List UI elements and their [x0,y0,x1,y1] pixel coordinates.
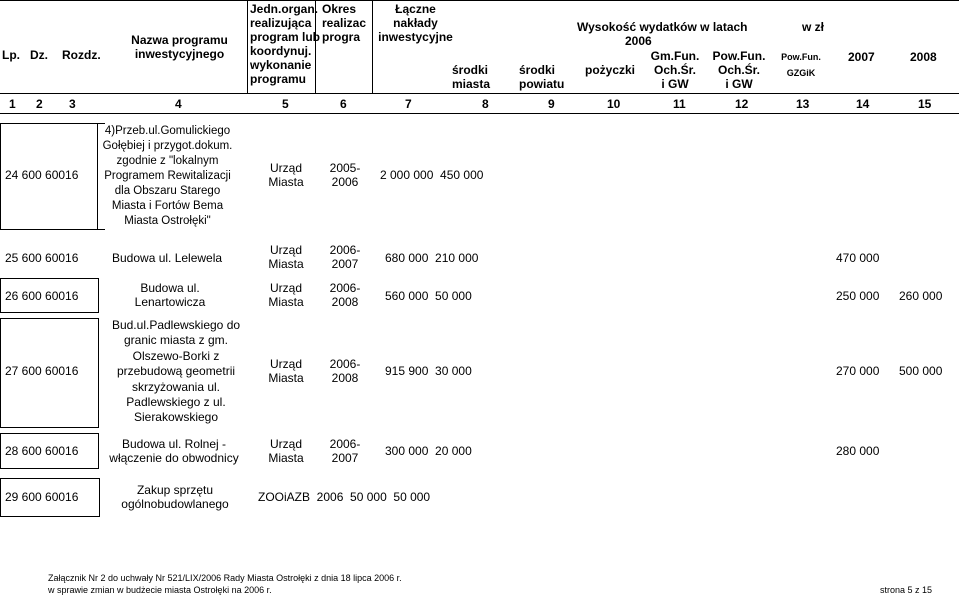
footer-line-1: Załącznik Nr 2 do uchwały Nr 521/LIX/2006 Rady Miasta Ostrołęki z dnia 18 lipca 2006 r. [48,573,402,583]
col-number: 13 [796,97,810,111]
row-border [98,318,99,428]
row-border [0,433,1,469]
col-number: 6 [340,97,347,111]
row-id: 25 600 60016 [5,251,79,265]
header-bottom-line [0,113,959,114]
row-unit: Urząd Miasta [268,437,304,465]
row-id: 29 600 60016 [5,490,79,504]
row-2007: 470 000 [836,251,880,265]
row-name: Budowa ul. Lelewela [112,251,223,265]
row-amounts: 560 000 50 000 [385,289,472,303]
header-srodki-powiatu: środki powiatu [519,63,565,91]
row-unit: ZOOiAZB 2006 50 000 50 000 [258,490,431,504]
header-wzl: w zł [802,20,825,34]
row-name: Zakup sprzętu ogólnobudowlanego [121,483,229,511]
col-number: 8 [482,97,489,111]
row-name: Budowa ul. Rolnej - włączenie do obwodnicy [109,437,239,465]
header-gzgik: Pow.Fun. GZGiK [781,52,821,78]
row-id: 27 600 60016 [5,364,79,378]
row-2008: 260 000 [899,289,943,303]
col-number: 14 [856,97,870,111]
col-number: 10 [607,97,621,111]
footer-page: strona 5 z 15 [880,585,933,595]
header-lp: Lp. [2,48,20,62]
row-name: Bud.ul.Padlewskiego do granic miasta z gm. Olszewo-Borki z przebudową geometrii skrzyżowania ul. Padlewskiego z ul. Sierakowskiego [111,318,241,425]
row-border [97,123,98,230]
row-unit: Urząd Miasta [268,357,304,385]
row-2008: 500 000 [899,364,943,378]
row-amounts: 680 000 210 000 [385,251,479,265]
header-year-2007: 2007 [848,50,875,64]
row-2007: 250 000 [836,289,880,303]
row-border [0,478,1,517]
col-number: 12 [735,97,749,111]
header-okres: Okres realizac progra [322,2,367,44]
row-id: 26 600 60016 [5,289,79,303]
row-unit: Urząd Miasta [268,161,304,189]
row-unit: Urząd Miasta [268,243,304,271]
row-period: 2006- 2008 [329,357,361,385]
header-nazwa: Nazwa programu inwestycyjnego [131,33,228,61]
header-pow-fun: Pow.Fun. Och.Śr. i GW [712,49,766,91]
col-number: 15 [918,97,932,111]
header-laczne: Łączne nakłady inwestycyjne [378,2,453,44]
footer-line-2: w sprawie zmian w budżecie miasta Ostrołęki na 2006 r. [48,585,272,595]
row-name: 4)Przeb.ul.Gomulickiego Gołębiej i przygot.dokum. zgodnie z "lokalnym Programem Rewitalizacji dla Obszaru Starego Miasta i Fortów Bema Miasta Ostrołęki" [102,125,233,227]
row-border [0,278,99,279]
row-border [98,433,99,469]
header-top-line [0,0,959,1]
row-border [0,318,99,319]
row-amounts: 2 000 000 450 000 [380,168,484,182]
row-border [0,123,1,230]
col-number: 9 [548,97,555,111]
row-border [0,468,99,469]
header-jednostka: Jedn.organ. realizująca program lub koordynuj. wykonanie programu [250,2,321,86]
col-number: 7 [405,97,412,111]
row-2007: 270 000 [836,364,880,378]
row-amounts: 300 000 20 000 [385,444,472,458]
header-year-2008: 2008 [910,50,937,64]
col-number: 4 [175,97,182,111]
row-period: 2006- 2007 [329,437,361,465]
row-id: 28 600 60016 [5,444,79,458]
col-number: 11 [673,97,686,111]
col-number: 5 [282,97,289,111]
header-rozdz: Rozdz. [62,48,101,62]
header-divider [247,0,248,94]
row-border [0,478,100,479]
row-id: 24 600 60016 [5,168,79,182]
row-border [0,427,99,428]
header-year-2006: 2006 [625,34,652,48]
col-number: 3 [69,97,76,111]
row-2007: 280 000 [836,444,880,458]
row-border [0,312,99,313]
header-gm-fun: Gm.Fun. Och.Śr. i GW [650,49,700,91]
row-border [0,318,1,428]
row-period: 2006- 2008 [329,281,361,309]
row-border [0,278,1,313]
row-border [99,478,100,517]
col-number: 1 [9,97,16,111]
col-number: 2 [36,97,43,111]
row-border [98,278,99,313]
row-period: 2006- 2007 [329,243,361,271]
row-border [0,229,105,230]
row-border [0,123,105,124]
row-amounts: 915 900 30 000 [385,364,472,378]
header-dz: Dz. [30,48,48,62]
header-mid-line [0,93,959,94]
header-pozyczki: pożyczki [585,63,636,77]
row-period: 2005- 2006 [329,161,361,189]
row-name: Budowa ul. Lenartowicza [134,281,206,309]
row-border [0,516,100,517]
row-border [0,433,99,434]
row-unit: Urząd Miasta [268,281,304,309]
header-wysokosc: Wysokość wydatków w latach [577,20,748,34]
header-srodki-miasta: środki miasta [452,63,491,91]
